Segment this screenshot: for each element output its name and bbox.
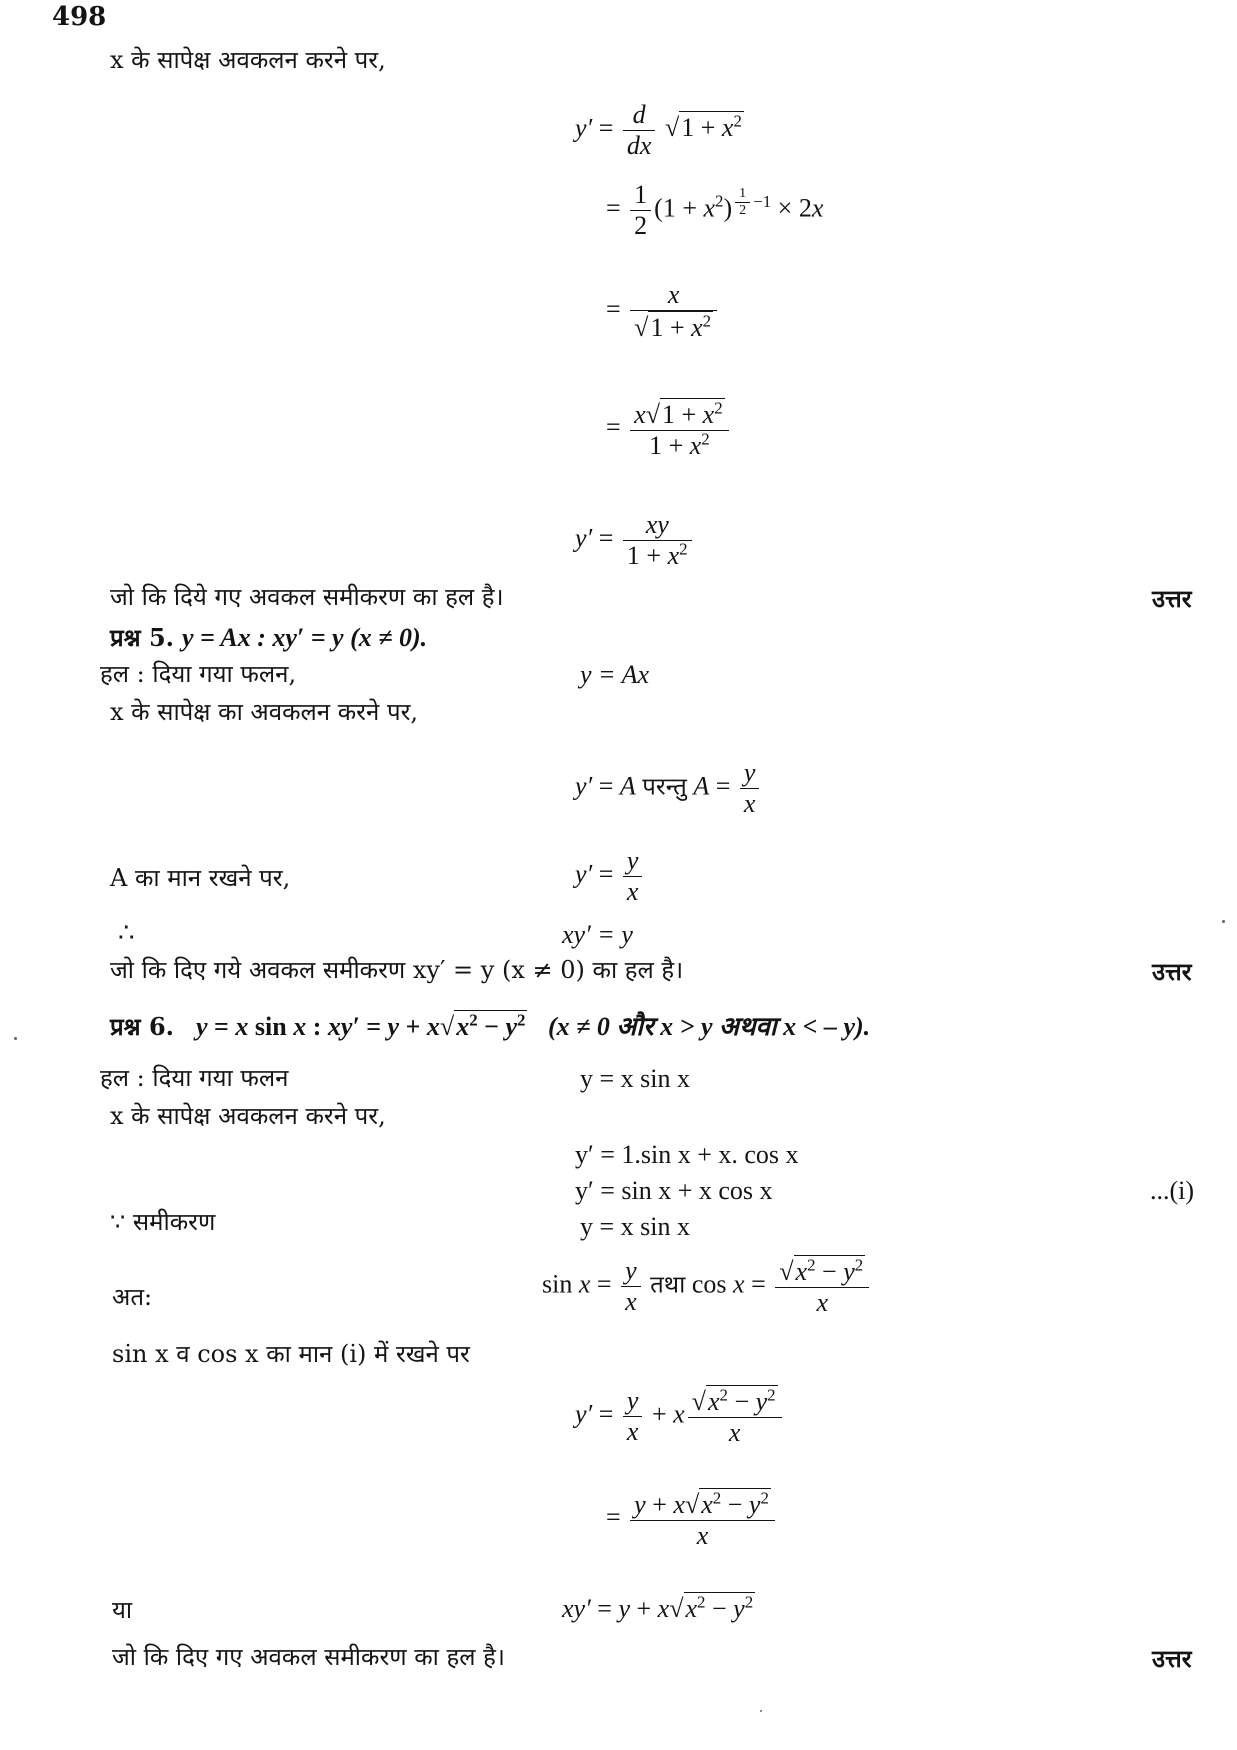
q6-given-equation: y = x sin x: [580, 1064, 691, 1093]
answer-label-2: उत्तर: [1152, 957, 1192, 986]
q6-since-equation: y = x sin x: [580, 1212, 691, 1241]
q5-put-a-label: A का मान रखने पर,: [110, 864, 291, 892]
derivative-step-2: = $\frac{1}{2}$ $(1 + x^2)$ $^{\frac{1}{2} -1}$ × 2x: [606, 180, 824, 240]
q6-conclusion: जो कि दिए गए अवकल समीकरण का हल है।: [112, 1643, 505, 1671]
q6-since-label: ∵ समीकरण: [110, 1208, 216, 1236]
but-word: परन्तु: [642, 774, 687, 801]
q5-derivative-line: y′ = A परन्तु A = $\frac{y}{x}$: [575, 758, 762, 819]
q5-conclusion: जो कि दिए गये अवकल समीकरण xy′ = y (x ≠ 0) का हल है।: [110, 956, 684, 984]
q5-given-equation: y = Ax: [580, 660, 650, 689]
equation-reference-i: ...(i): [1150, 1176, 1195, 1205]
derivative-result: y′ = $\frac{xy}{1 + x^2}$: [575, 510, 695, 571]
q5-given-label: हल : दिया गया फलन,: [100, 660, 297, 688]
derivative-step-3: = $\frac{x}{√1 + x^2}$: [606, 280, 720, 343]
scan-speck: [1222, 920, 1225, 923]
q6-final-equation: $xy' = y + x√x^2 - y^2$: [562, 1592, 754, 1623]
q6-substituted-derivative: y′ = $\frac{y}{x}$ + x $\frac{√x^2 - y^2}{x}$: [575, 1385, 785, 1448]
scan-speck: [760, 1710, 762, 1712]
q6-given-label: हल : दिया गया फलन: [100, 1064, 289, 1092]
therefore-symbol: ∴: [118, 918, 135, 947]
answer-label-3: उत्तर: [1152, 1644, 1192, 1673]
q6-substitute-label: sin x व cos x का मान (i) में रखने पर: [112, 1340, 470, 1368]
q6-derivative-1: y′ = 1.sin x + x. cos x: [575, 1140, 799, 1169]
page-number: 498: [52, 2, 107, 32]
question-6-heading: [110, 1010, 870, 1040]
question-5-equation: y = Ax : xy′ = y (x ≠ 0).: [182, 623, 428, 652]
q6-sin-cos-values: sin x = $\frac{y}{x}$ तथा cos x = $\frac{√x^2 - y^2}{x}$: [542, 1255, 872, 1318]
question-6-condition: (x ≠ 0 और x > y अथवा x < – y).: [547, 1012, 871, 1041]
answer-label-1: उत्तर: [1152, 584, 1192, 613]
and-word: तथा: [650, 1272, 686, 1299]
q5-substituted-derivative: y′ = $\frac{y}{x}$: [575, 846, 645, 907]
q5-differentiate-label: x के सापेक्ष का अवकलन करने पर,: [110, 698, 419, 726]
solution-statement-1: जो कि दिये गए अवकल समीकरण का हल है।: [110, 583, 504, 611]
derivative-step-1: y′ = $\frac{d}{dx}$ $√1 + x^2$: [575, 100, 742, 160]
q6-hence-label: अत:: [112, 1283, 153, 1311]
question-6-equation: y = x sin x : $xy' = y + x√x^2 - y^2$: [196, 1010, 526, 1041]
scan-speck: [14, 1037, 17, 1040]
derivative-step-4: = $\frac{x√1 + x^2}{1 + x^2}$: [606, 398, 732, 461]
differentiate-wrt-x-line: x के सापेक्ष अवकलन करने पर,: [110, 46, 386, 74]
q5-result-equation: xy′ = y: [562, 920, 633, 949]
question-5-heading: [110, 625, 427, 651]
q6-differentiate-label: x के सापेक्ष अवकलन करने पर,: [110, 1102, 386, 1130]
q6-combined-fraction: = $\frac{y + x√x^2 - y^2}{x}$: [606, 1488, 778, 1551]
q6-derivative-2: y′ = sin x + x cos x: [575, 1176, 773, 1205]
question-5-label: प्रश्न 5.: [110, 623, 175, 652]
q6-or-label: या: [112, 1596, 133, 1624]
question-6-label: प्रश्न 6.: [110, 1012, 175, 1041]
